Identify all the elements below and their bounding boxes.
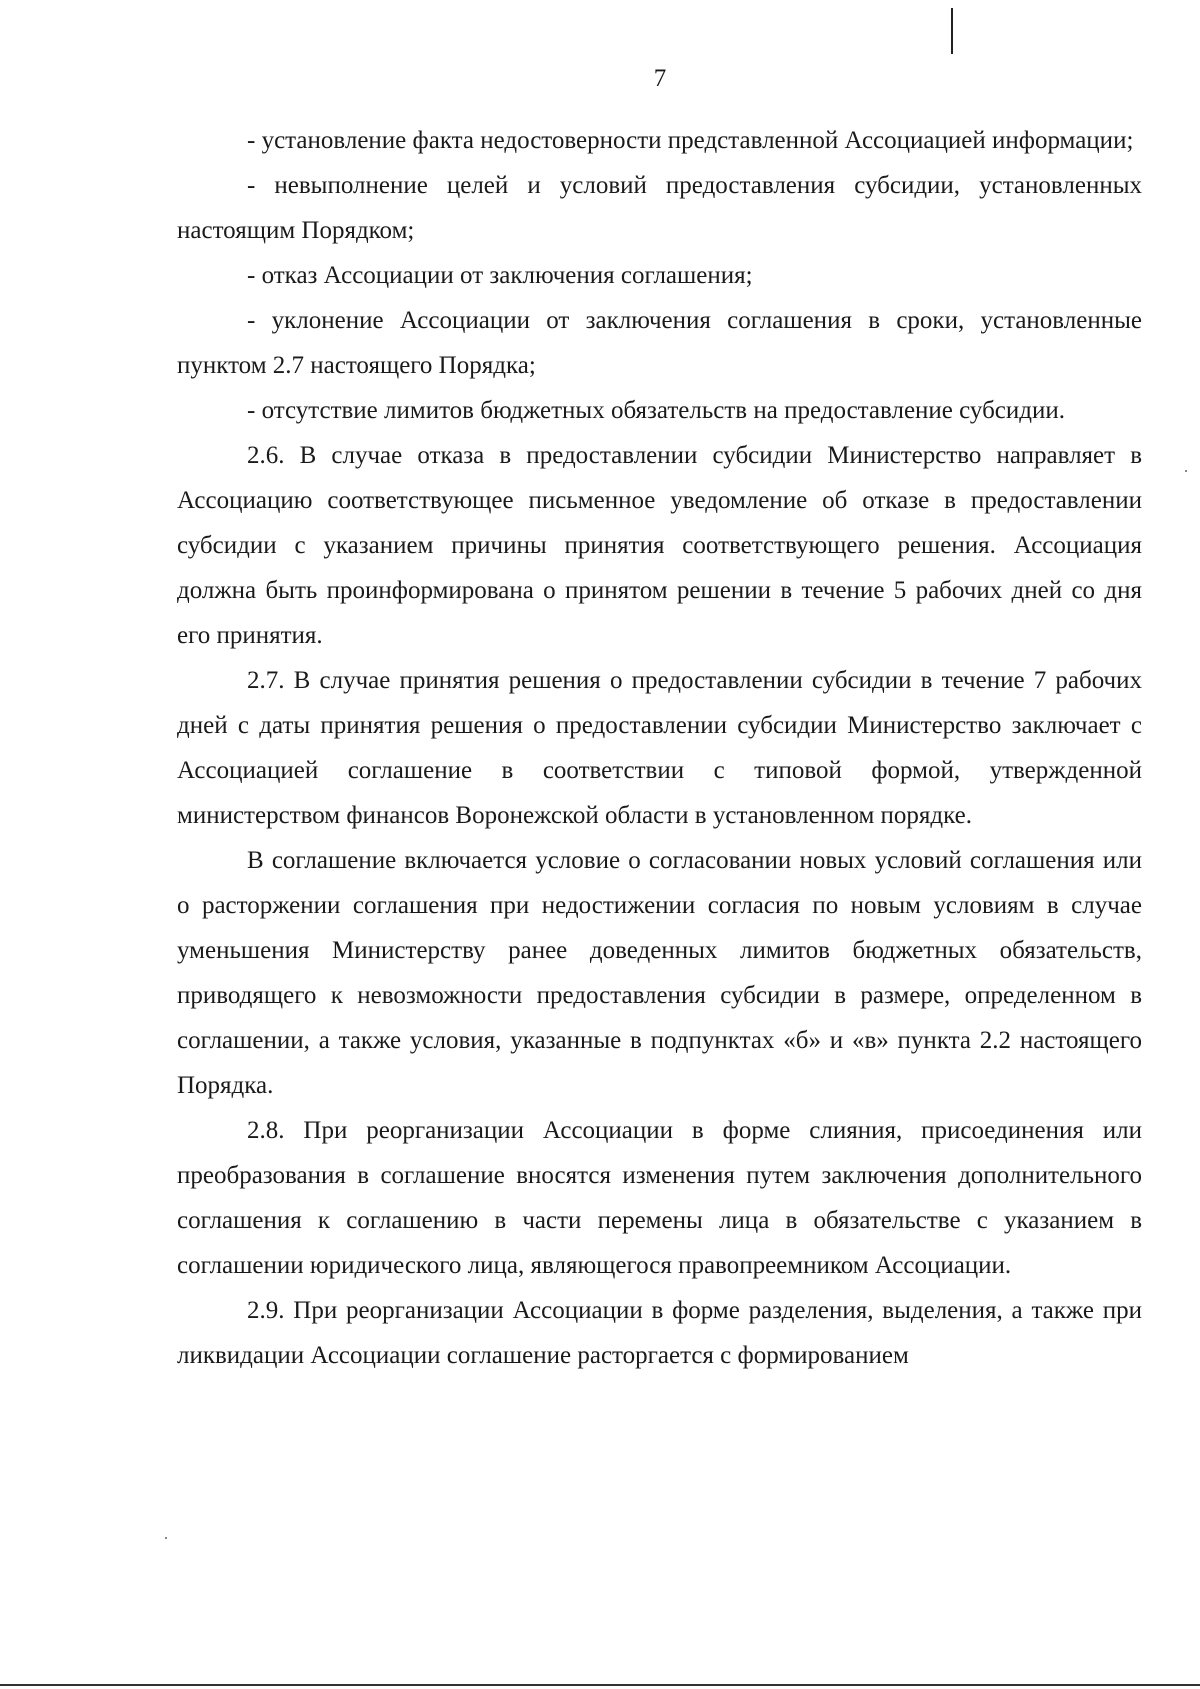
- paragraph-item-refusal: - отказ Ассоциации от заключения соглашения;: [247, 262, 753, 289]
- document-body: [177, 118, 1142, 1378]
- paragraph-item-non-fulfillment: - невыполнение целей и условий предоставления субсидии, установленных настоящим Порядком;: [177, 172, 1142, 244]
- paragraph-section-2-6: 2.6. В случае отказа в предоставлении субсидии Министерство направляет в Ассоциацию соответствующее письменное уведомление об отказе в предоставлении субсидии с указанием причины принятия соответствующего решения. Ассоциация должна быть проинформирована о принятом решении в течение 5 рабочих дней со дня его принятия.: [177, 442, 1142, 649]
- paragraph-section-2-8: 2.8. При реорганизации Ассоциации в форме слияния, присоединения или преобразования в соглашение вносятся изменения путем заключения дополнительного соглашения к соглашению в части перемены лица в обязательстве с указанием в соглашении юридического лица, являющегося правопреемником Ассоциации.: [177, 1117, 1142, 1279]
- paragraph-section-2-9: 2.9. При реорганизации Ассоциации в форме разделения, выделения, а также при ликвидации Ассоциации соглашение расторгается с формированием: [177, 1297, 1142, 1369]
- scan-speck: [1185, 470, 1187, 472]
- paragraph-item-evasion: - уклонение Ассоциации от заключения соглашения в сроки, установленные пунктом 2.7 настоящего Порядка;: [177, 307, 1142, 379]
- paragraph-item-unreliable-info: - установление факта недостоверности представленной Ассоциацией информации;: [247, 127, 1134, 154]
- scan-margin-mark: [951, 8, 953, 54]
- scan-speck: [165, 1537, 167, 1539]
- paragraph-section-2-7: 2.7. В случае принятия решения о предоставлении субсидии в течение 7 рабочих дней с даты принятия решения о предоставлении субсидии Министерство заключает с Ассоциацией соглашение в соответствии с типовой формой, утвержденной министерством финансов Воронежской области в установленном порядке.: [177, 667, 1142, 829]
- paragraph-agreement-conditions: В соглашение включается условие о согласовании новых условий соглашения или о расторжении соглашения при недостижении согласия по новым условиям в случае уменьшения Министерству ранее доведенных лимитов бюджетных обязательств, приводящего к невозможности предоставления субсидии в размере, определенном в соглашении, а также условия, указанные в подпунктах «б» и «в» пункта 2.2 настоящего Порядка.: [177, 847, 1142, 1099]
- paragraph-item-no-limits: - отсутствие лимитов бюджетных обязательств на предоставление субсидии.: [247, 397, 1066, 424]
- scan-bottom-edge: [0, 1684, 1200, 1686]
- page-number: 7: [653, 65, 667, 92]
